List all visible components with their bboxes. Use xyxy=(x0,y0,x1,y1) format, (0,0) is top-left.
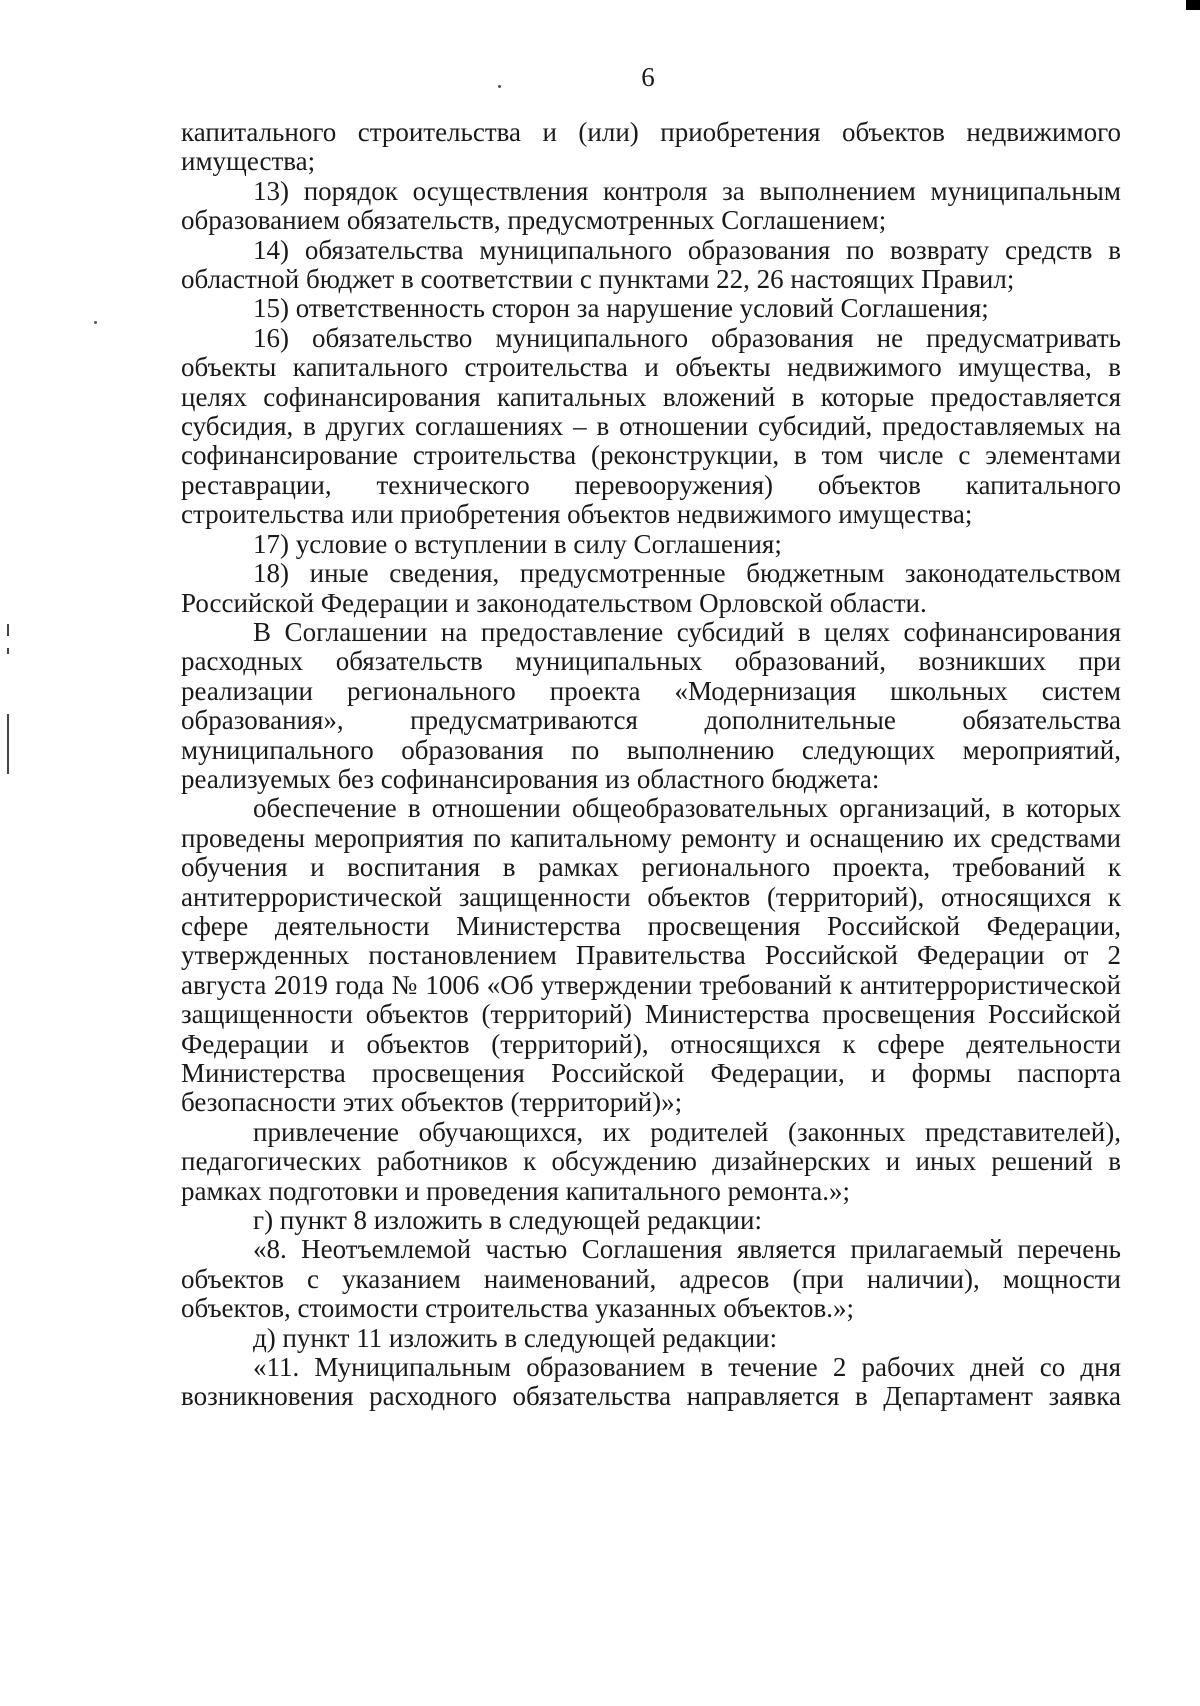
paragraph: 13) порядок осуществления контроля за выполнением муниципальным образованием обязательств, предусмотренных Соглашением; xyxy=(181,175,1121,236)
paragraph: В Соглашении на предоставление субсидий в целях софинансирования расходных обязательств муниципальных образований, возникших при реализации регионального проекта «Модернизация школьных систем образования», предусматриваются дополнительные обязательства муниципального образования по выполнению следующих мероприятий, реализуемых без софинансирования из областного бюджета: xyxy=(181,616,1121,794)
scan-margin-mark xyxy=(7,714,9,774)
paragraph: г) пункт 8 изложить в следующей редакции: xyxy=(253,1205,762,1236)
paragraph: обеспечение в отношении общеобразовательных организаций, в которых проведены мероприятия по капитальному ремонту и оснащению их средствами обучения и воспитания в рамках регионального проекта, требований к антитеррористической защищенности объектов (территорий), относящихся к сфере деятельности Министерства просвещения Российской Федерации, утвержденных постановлением Правительства Российской Федерации от 2 августа 2019 года № 1006 «Об утверждении требований к антитеррористической защищенности объектов (территорий) Министерства просвещения Российской Федерации и объектов (территорий), относящихся к сфере деятельности Министерства просвещения Российской Федерации, и формы паспорта безопасности этих объектов (территорий)»; xyxy=(181,793,1121,1118)
paragraph: д) пункт 11 изложить в следующей редакции: xyxy=(253,1322,778,1353)
paragraph: 16) обязательство муниципального образования не предусматривать объекты капитального строительства и объекты недвижимого имущества, в целях софинансирования капитальных вложений в которые предоставляется субсидия, в других соглашениях – в отношении субсидий, предоставляемых на софинансирование строительства (реконструкции, в том числе с элементами реставрации, технического перевооружения) объектов капитального строительства или приобретения объектов недвижимого имущества; xyxy=(181,322,1121,530)
paragraph: привлечение обучающихся, их родителей (законных представителей), педагогических работников к обсуждению дизайнерских и иных решений в рамках подготовки и проведения капитального ремонта.»; xyxy=(181,1116,1121,1206)
paragraph: 15) ответственность сторон за нарушение условий Соглашения; xyxy=(253,293,989,324)
document-body xyxy=(181,118,1121,1412)
paragraph: 18) иные сведения, предусмотренные бюджетным законодательством Российской Федерации и законодательством Орловской области. xyxy=(181,558,1121,618)
paragraph: «11. Муниципальным образованием в течение 2 рабочих дней со дня возникновения расходного обязательства направляется в Департамент заявка xyxy=(181,1352,1121,1412)
paragraph: 17) условие о вступлении в силу Соглашения; xyxy=(253,528,782,559)
paragraph: капитального строительства и (или) приобретения объектов недвижимого имущества; xyxy=(181,117,1121,177)
scan-margin-mark xyxy=(7,624,9,636)
scan-speck xyxy=(94,321,97,324)
paragraph: 14) обязательства муниципального образования по возврату средств в областной бюджет в соответствии с пунктами 22, 26 настоящих Правил; xyxy=(181,234,1121,295)
page-number: 6 xyxy=(641,62,655,92)
scan-margin-mark xyxy=(7,648,9,654)
scan-corner-mark xyxy=(1186,0,1200,10)
paragraph: «8. Неотъемлемой частью Соглашения является прилагаемый перечень объектов с указанием наименований, адресов (при наличии), мощности объектов, стоимости строительства указанных объектов.»; xyxy=(181,1234,1121,1324)
